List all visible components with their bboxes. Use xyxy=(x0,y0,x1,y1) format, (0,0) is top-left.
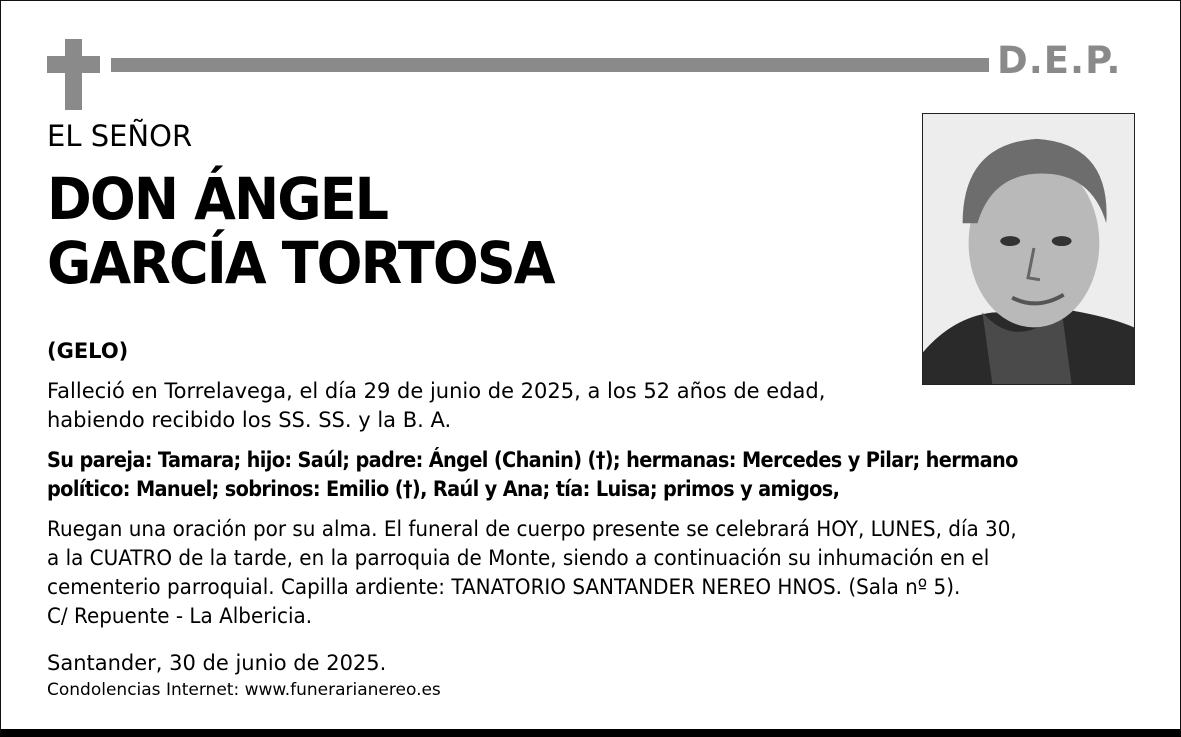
place-date: Santander, 30 de junio de 2025. xyxy=(47,651,387,675)
service-details xyxy=(47,515,1017,631)
service-line-4: C/ Repuente - La Albericia. xyxy=(47,604,313,628)
dep-label: D.E.P. xyxy=(997,39,1122,82)
service-line-3: cementerio parroquial. Capilla ardiente: TANATORIO SANTANDER NEREO HNOS. (Sala nº 5). xyxy=(47,575,961,599)
death-notice xyxy=(47,377,825,435)
service-line-1: Ruegan una oración por su alma. El funeral de cuerpo presente se celebrará HOY, LUNES, día 30, xyxy=(47,517,1017,541)
nickname: (GELO) xyxy=(47,339,129,363)
header-rule xyxy=(111,58,989,72)
portrait-photo xyxy=(922,113,1135,385)
family-line-2: político: Manuel; sobrinos: Emilio (†), Raúl y Ana; tía: Luisa; primos y amigos, xyxy=(47,477,840,501)
cross-icon xyxy=(47,39,100,110)
family-line-1: Su pareja: Tamara; hijo: Saúl; padre: Ángel (Chanin) (†); hermanas: Mercedes y Pilar; hermano xyxy=(47,448,1018,472)
deceased-name xyxy=(47,167,554,295)
title-label: EL SEÑOR xyxy=(47,119,193,153)
name-line-2: GARCÍA TORTOSA xyxy=(47,229,554,297)
name-line-1: DON ÁNGEL xyxy=(47,165,388,233)
service-line-2: a la CUATRO de la tarde, en la parroquia de Monte, siendo a continuación su inhumación en el xyxy=(47,546,990,570)
family-list xyxy=(47,446,1018,504)
death-notice-line-2: habiendo recibido los SS. SS. y la B. A. xyxy=(47,408,452,432)
condolences-line: Condolencias Internet: www.funerarianereo.es xyxy=(47,680,441,700)
death-notice-line-1: Falleció en Torrelavega, el día 29 de junio de 2025, a los 52 años de edad, xyxy=(47,379,826,403)
